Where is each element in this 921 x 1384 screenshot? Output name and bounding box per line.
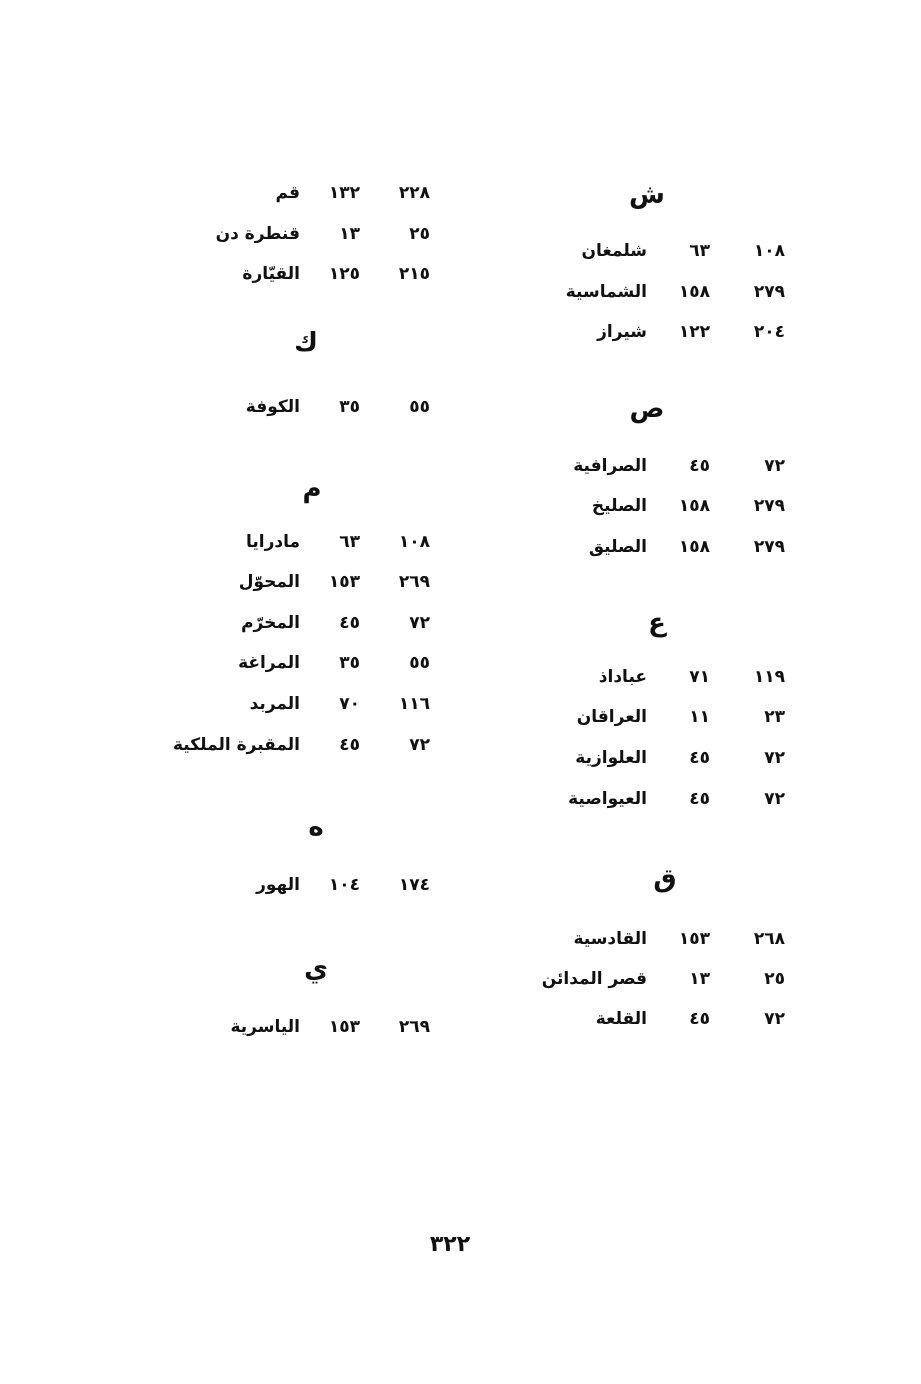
index-entry	[190, 567, 450, 597]
index-entry	[555, 532, 795, 562]
index-entry	[190, 259, 450, 289]
index-entry	[555, 924, 795, 954]
index-entry	[190, 689, 450, 719]
index-entry	[555, 277, 795, 307]
entry-number: ٥٥	[409, 397, 430, 417]
entry-number: ٢٦٩	[398, 1017, 430, 1037]
entry-name: المقبرة الملكية	[173, 735, 300, 755]
entry-number: ١٢٢	[678, 322, 710, 342]
entry-number: ٤٥	[689, 748, 710, 768]
entry-number: ١١٩	[753, 667, 785, 687]
entry-name: الهور	[256, 875, 300, 895]
entry-number: ٣٥	[339, 397, 360, 417]
entry-name: قصر المدائن	[541, 969, 647, 989]
index-entry	[555, 236, 795, 266]
index-entry	[190, 178, 450, 208]
entry-name: مادرايا	[245, 532, 300, 552]
section-letter: ك	[294, 328, 318, 358]
index-entry	[190, 392, 450, 422]
entry-number: ٥٥	[409, 653, 430, 673]
index-entry	[555, 702, 795, 732]
index-entry	[555, 317, 795, 347]
entry-name: المراغة	[238, 653, 300, 673]
section-letter: ه	[308, 812, 324, 842]
entry-name: الصليق	[588, 537, 647, 557]
index-entry	[190, 648, 450, 678]
entry-number: ٧٢	[409, 735, 430, 755]
entry-number: ٧٢	[764, 789, 785, 809]
entry-name: المخرّم	[241, 613, 300, 633]
entry-number: ٢٥	[764, 969, 785, 989]
entry-number: ٢٠٤	[753, 322, 785, 342]
entry-name: شلمغان	[581, 241, 647, 261]
entry-number: ٦٣	[689, 241, 710, 261]
entry-number: ٢٧٩	[753, 496, 785, 516]
entry-number: ١٥٣	[678, 929, 710, 949]
entry-name: القيّارة	[242, 264, 300, 284]
index-entry	[541, 964, 795, 994]
entry-number: ٤٥	[689, 789, 710, 809]
entry-number: ٣٥	[339, 653, 360, 673]
entry-number: ١٣	[689, 969, 710, 989]
entry-name: القادسية	[573, 929, 647, 949]
section-letter: ش	[629, 180, 665, 210]
entry-name: قنطرة دن	[215, 224, 300, 244]
index-entry	[190, 608, 450, 638]
entry-number: ١٥٣	[328, 1017, 360, 1037]
index-entry	[190, 219, 450, 249]
entry-name: العيواصية	[568, 789, 647, 809]
entry-number: ٤٥	[339, 613, 360, 633]
index-entry	[555, 784, 795, 814]
entry-number: ٧٢	[764, 748, 785, 768]
entry-number: ١٥٨	[678, 537, 710, 557]
entry-number: ٤٥	[689, 1009, 710, 1029]
entry-number: ٧١	[689, 667, 710, 687]
entry-name: الصرافية	[573, 456, 647, 476]
entry-number: ١٢٥	[328, 264, 360, 284]
section-letter: ي	[304, 954, 328, 984]
entry-number: ٧٠	[339, 694, 360, 714]
section-letter: ع	[648, 608, 666, 638]
entry-number: ٢٢٨	[398, 183, 430, 203]
entry-number: ٤٥	[689, 456, 710, 476]
entry-name: المربد	[249, 694, 300, 714]
entry-number: ٧٢	[764, 456, 785, 476]
index-entry	[555, 1004, 795, 1034]
entry-number: ١٠٨	[753, 241, 785, 261]
entry-name: قم	[275, 183, 300, 203]
entry-name: الشماسية	[565, 282, 647, 302]
index-entry	[555, 491, 795, 521]
entry-number: ٢٧٩	[753, 282, 785, 302]
entry-name: الصليخ	[591, 496, 647, 516]
entry-name: عباداذ	[598, 667, 647, 687]
entry-name: المحوّل	[238, 572, 300, 592]
entry-number: ٢٥	[409, 224, 430, 244]
index-entry	[190, 527, 450, 557]
entry-number: ٢١٥	[398, 264, 430, 284]
entry-number: ١١	[689, 707, 710, 727]
entry-number: ٤٥	[339, 735, 360, 755]
index-entry	[190, 1012, 450, 1042]
entry-number: ١٥٨	[678, 496, 710, 516]
entry-number: ١٣	[339, 224, 360, 244]
entry-number: ٢٣	[764, 707, 785, 727]
entry-number: ٢٦٩	[398, 572, 430, 592]
entry-number: ١٠٨	[398, 532, 430, 552]
entry-number: ٢٧٩	[753, 537, 785, 557]
entry-name: الياسرية	[230, 1017, 300, 1037]
entry-number: ١٠٤	[328, 875, 360, 895]
entry-name: الكوفة	[245, 397, 300, 417]
entry-name: شيراز	[597, 322, 647, 342]
section-letter: ق	[653, 864, 677, 894]
entry-name: العلوازية	[575, 748, 647, 768]
entry-number: ١٥٨	[678, 282, 710, 302]
entry-number: ٦٣	[339, 532, 360, 552]
entry-number: ١٥٣	[328, 572, 360, 592]
entry-name: العراقان	[576, 707, 647, 727]
entry-number: ١١٦	[398, 694, 430, 714]
entry-number: ١٧٤	[398, 875, 430, 895]
index-entry	[173, 730, 450, 760]
index-entry	[190, 870, 450, 900]
index-entry	[555, 743, 795, 773]
index-entry	[555, 662, 795, 692]
entry-name: القلعة	[595, 1009, 647, 1029]
entry-number: ٢٦٨	[753, 929, 785, 949]
page-number: ٣٢٢	[429, 1232, 471, 1257]
entry-number: ٧٢	[764, 1009, 785, 1029]
section-letter: ص	[629, 394, 665, 424]
section-letter: م	[302, 474, 322, 504]
entry-number: ١٣٢	[328, 183, 360, 203]
entry-number: ٧٢	[409, 613, 430, 633]
index-entry	[555, 451, 795, 481]
